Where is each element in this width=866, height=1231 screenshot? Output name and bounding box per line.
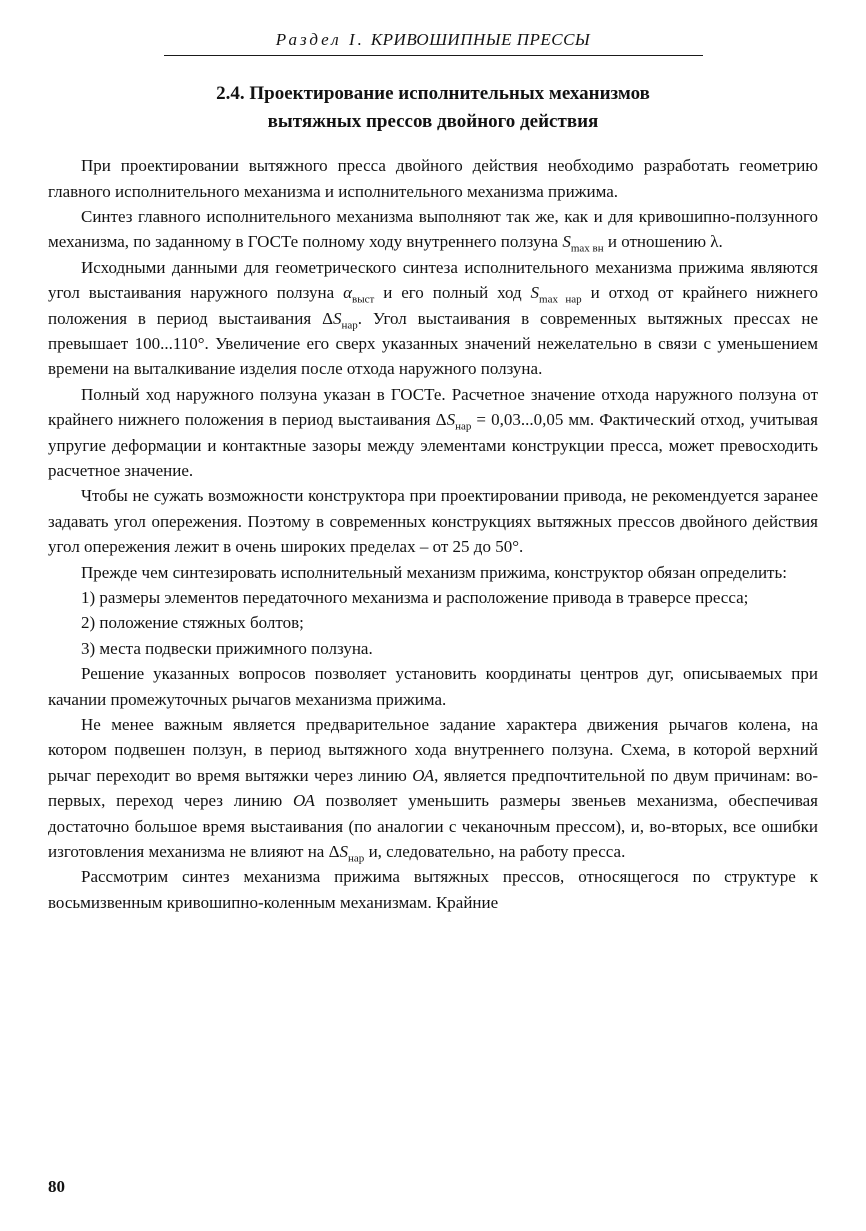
text-run: Δ <box>328 842 340 862</box>
math-subscript: max нар <box>539 293 582 306</box>
text-run: Δ <box>435 410 447 430</box>
text-run: Прежде чем синтезировать исполнительный механизм прижима, конструктор обязан определить: <box>81 562 787 582</box>
math-variable: S <box>530 283 540 303</box>
text-run: Чтобы не сужать возможности конструктора при проектировании привода, не рекомендуется заранее задавать угол опережения. Поэтому в современных конструкциях вытяжных прессов двойного действия угол опережения лежит в очень широких пределах – от 25 до 50°. <box>48 486 818 557</box>
paragraph <box>48 610 818 635</box>
text-run: , является предпочтительной по двум причинам: во-первых, переход через линию <box>48 765 819 811</box>
text-run: Полный ход наружного ползуна указан в ГОСТе. Расчетное значение отхода наружного ползуна от крайнего нижнего положения в период выстаивания <box>48 384 818 430</box>
math-variable: ОА <box>293 791 315 811</box>
text-run: и его полный ход <box>374 283 531 303</box>
text-run: Решение указанных вопросов позволяет установить координаты центров дуг, описываемых при качании промежуточных рычагов механизма прижима. <box>48 664 818 709</box>
text-run: . Угол выстаивания в современных вытяжных прессах не превышает 100...110°. Увеличение его сверх указанных значений нежелательно в связи с уменьшением времени на выталкивание изделия после отхода наружного ползуна. <box>48 308 818 379</box>
text-run: и, следовательно, на работу пресса. <box>364 842 626 862</box>
math-variable: α <box>343 283 352 303</box>
running-head-section: Раздел I. <box>275 30 365 49</box>
paragraph <box>48 255 818 382</box>
text-run: 3) места подвески прижимного ползуна. <box>81 638 373 658</box>
text-run: позволяет уменьшить размеры звеньев механизма, обеспечивая достаточно большое время выстаивания (по аналогии с чеканочным прессом), и, во-вторых, все ошибки изготовления механизма не влияют на <box>48 791 819 862</box>
text-run: и отношению λ. <box>603 232 723 252</box>
math-variable: S <box>562 232 571 252</box>
text-run: Рассмотрим синтез механизма прижима вытяжных прессов, относящегося по структуре к восьмизвенным кривошипно-коленным механизмам. Крайние <box>48 867 818 912</box>
math-variable: S <box>446 410 456 430</box>
paragraph <box>48 712 818 864</box>
body-text <box>48 153 818 915</box>
running-header <box>48 30 818 56</box>
section-title <box>48 80 818 135</box>
math-variable: ОА <box>412 765 435 785</box>
paragraph <box>48 204 818 255</box>
page-number: 80 <box>48 1177 65 1196</box>
math-subscript: max вн <box>570 242 604 255</box>
paragraph <box>48 382 818 484</box>
paragraph <box>48 661 818 712</box>
math-variable: S <box>333 308 342 328</box>
section-title-line-2: вытяжных прессов двойного действия <box>267 110 599 132</box>
running-head-text <box>48 30 818 50</box>
paragraph <box>48 560 818 585</box>
text-run: При проектировании вытяжного пресса двойного действия необходимо разработать геометрию главного исполнительного механизма и исполнительного механизма прижима. <box>48 156 818 201</box>
paragraph <box>48 636 818 661</box>
paragraph <box>48 153 818 204</box>
paragraph <box>48 585 818 610</box>
text-run: Исходными данными для геометрического синтеза исполнительного механизма прижима являются угол выстаивания наружного ползуна <box>48 257 818 303</box>
math-subscript: нар <box>455 420 472 433</box>
paragraph <box>48 864 818 915</box>
paragraph <box>48 483 818 559</box>
running-head-chapter: КРИВОШИПНЫЕ ПРЕССЫ <box>370 30 591 49</box>
math-subscript: нар <box>348 852 365 865</box>
math-subscript: выст <box>352 293 375 306</box>
text-run: 2) положение стяжных болтов; <box>81 613 304 633</box>
text-run: = 0,03...0,05 мм. Фактический отход, учитывая упругие деформации и контактные зазоры между элементами конструкции пресса, может превосходить расчетное значение. <box>48 410 819 480</box>
page-footer <box>48 1177 818 1197</box>
text-run: Δ <box>322 308 334 328</box>
header-rule <box>164 55 703 56</box>
math-subscript: нар <box>341 318 358 331</box>
section-title-line-1: 2.4. Проектирование исполнительных механизмов <box>216 83 650 104</box>
text-run: 1) размеры элементов передаточного механизма и расположение привода в траверсе пресса; <box>81 588 749 607</box>
math-variable: S <box>339 842 349 862</box>
text-run: Синтез главного исполнительного механизма выполняют так же, как и для кривошипно-ползунного механизма, по заданному в ГОСТе полному ходу внутреннего ползуна <box>48 206 818 252</box>
text-run: и отход от крайнего нижнего положения в период выстаивания <box>48 283 818 328</box>
text-run: Не менее важным является предварительное задание характера движения рычагов колена, на котором подвешен ползун, в период вытяжного хода внутреннего ползуна. Схема, в которой верхний рычаг переходит во время вытяжки через линию <box>48 715 818 785</box>
